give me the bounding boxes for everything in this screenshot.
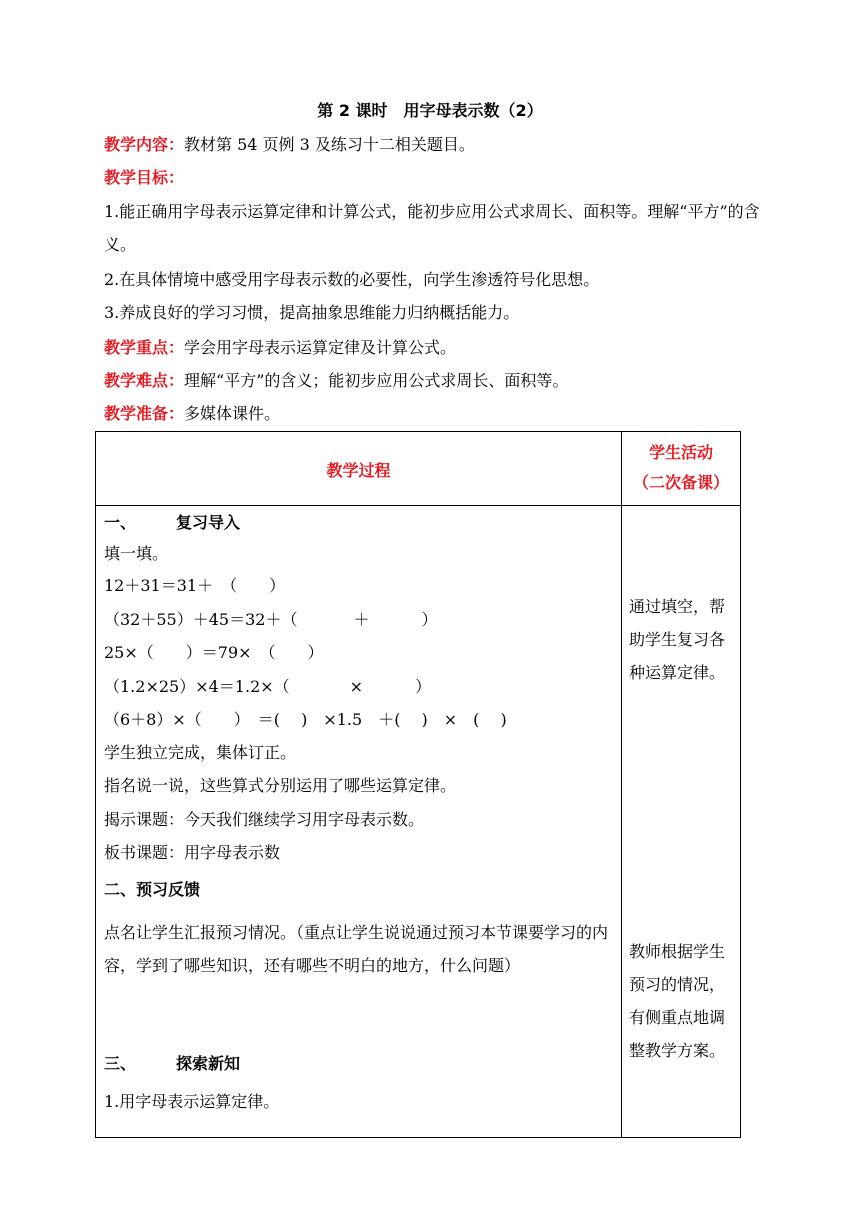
header-teaching-process: 教学过程 (326, 461, 391, 480)
teaching-content (104, 134, 475, 156)
page-title: 第 2 课时 用字母表示数（2） (317, 101, 543, 120)
equation-3: 25×（ ）＝79× （ ） (104, 643, 324, 662)
difficulty-label: 教学难点： (104, 371, 185, 390)
goal-item-2: 2.在具体情境中感受用字母表示数的必要性，向学生渗透符号化思想。 (104, 270, 600, 289)
header-student-activity: 学生活动 （二次备课） (632, 443, 729, 492)
line-reveal: 揭示课题：今天我们继续学习用字母表示数。 (104, 810, 425, 829)
teaching-content-text: 教材第 54 页例 3 及练习十二相关题目。 (184, 135, 475, 154)
preparation-label: 教学准备： (104, 404, 185, 423)
key-point (104, 337, 456, 359)
side-note-preview: 教师根据学生预习的情况，有侧重点地调整教学方案。 (629, 942, 726, 1060)
difficulty (104, 370, 568, 392)
table-header-divider (96, 505, 740, 506)
goal-item-3: 3.养成良好的学习习惯，提高抽象思维能力归纳概括能力。 (104, 303, 520, 322)
fill-in-label: 填一填。 (104, 544, 169, 563)
teaching-goals-label: 教学目标： (104, 168, 185, 187)
teaching-content-label: 教学内容： (104, 135, 185, 154)
line-complete: 学生独立完成，集体订正。 (104, 743, 297, 762)
section-2-heading: 二、预习反馈 (104, 880, 201, 899)
equation-5: （6＋8）×（ ） ＝( ) ×1.5 ＋( ) × ( ) (104, 710, 507, 729)
preview-text: 点名让学生汇报预习情况。（重点让学生说说通过预习本节课要学习的内容，学到了哪些知识，还有哪些不明白的地方，什么问题） (104, 923, 609, 975)
item-1: 1.用字母表示运算定律。 (104, 1092, 280, 1111)
table-column-divider (621, 432, 622, 1137)
difficulty-text: 理解“平方”的含义；能初步应用公式求周长、面积等。 (184, 371, 569, 390)
goal-item-1: 1.能正确用字母表示运算定律和计算公式，能初步应用公式求周长、面积等。理解“平方”的含义。 (104, 202, 760, 254)
equation-4: （1.2×25）×4＝1.2×（ × ） (104, 677, 432, 696)
section-1-heading: 一、 复习导入 (104, 513, 241, 532)
equation-2: （32＋55）＋45＝32＋（ ＋ ） (104, 610, 438, 629)
section-3-heading: 三、 探索新知 (104, 1054, 241, 1073)
equation-1: 12＋31＝31＋ （ ） (104, 576, 286, 595)
line-ask: 指名说一说，这些算式分别运用了哪些运算定律。 (104, 776, 457, 795)
preparation (104, 403, 280, 425)
line-board: 板书课题：用字母表示数 (104, 843, 281, 862)
key-point-text: 学会用字母表示运算定律及计算公式。 (184, 338, 457, 357)
preparation-text: 多媒体课件。 (184, 404, 281, 423)
key-point-label: 教学重点： (104, 338, 185, 357)
process-table (95, 431, 741, 1138)
side-note-review: 通过填空，帮助学生复习各种运算定律。 (629, 597, 726, 682)
